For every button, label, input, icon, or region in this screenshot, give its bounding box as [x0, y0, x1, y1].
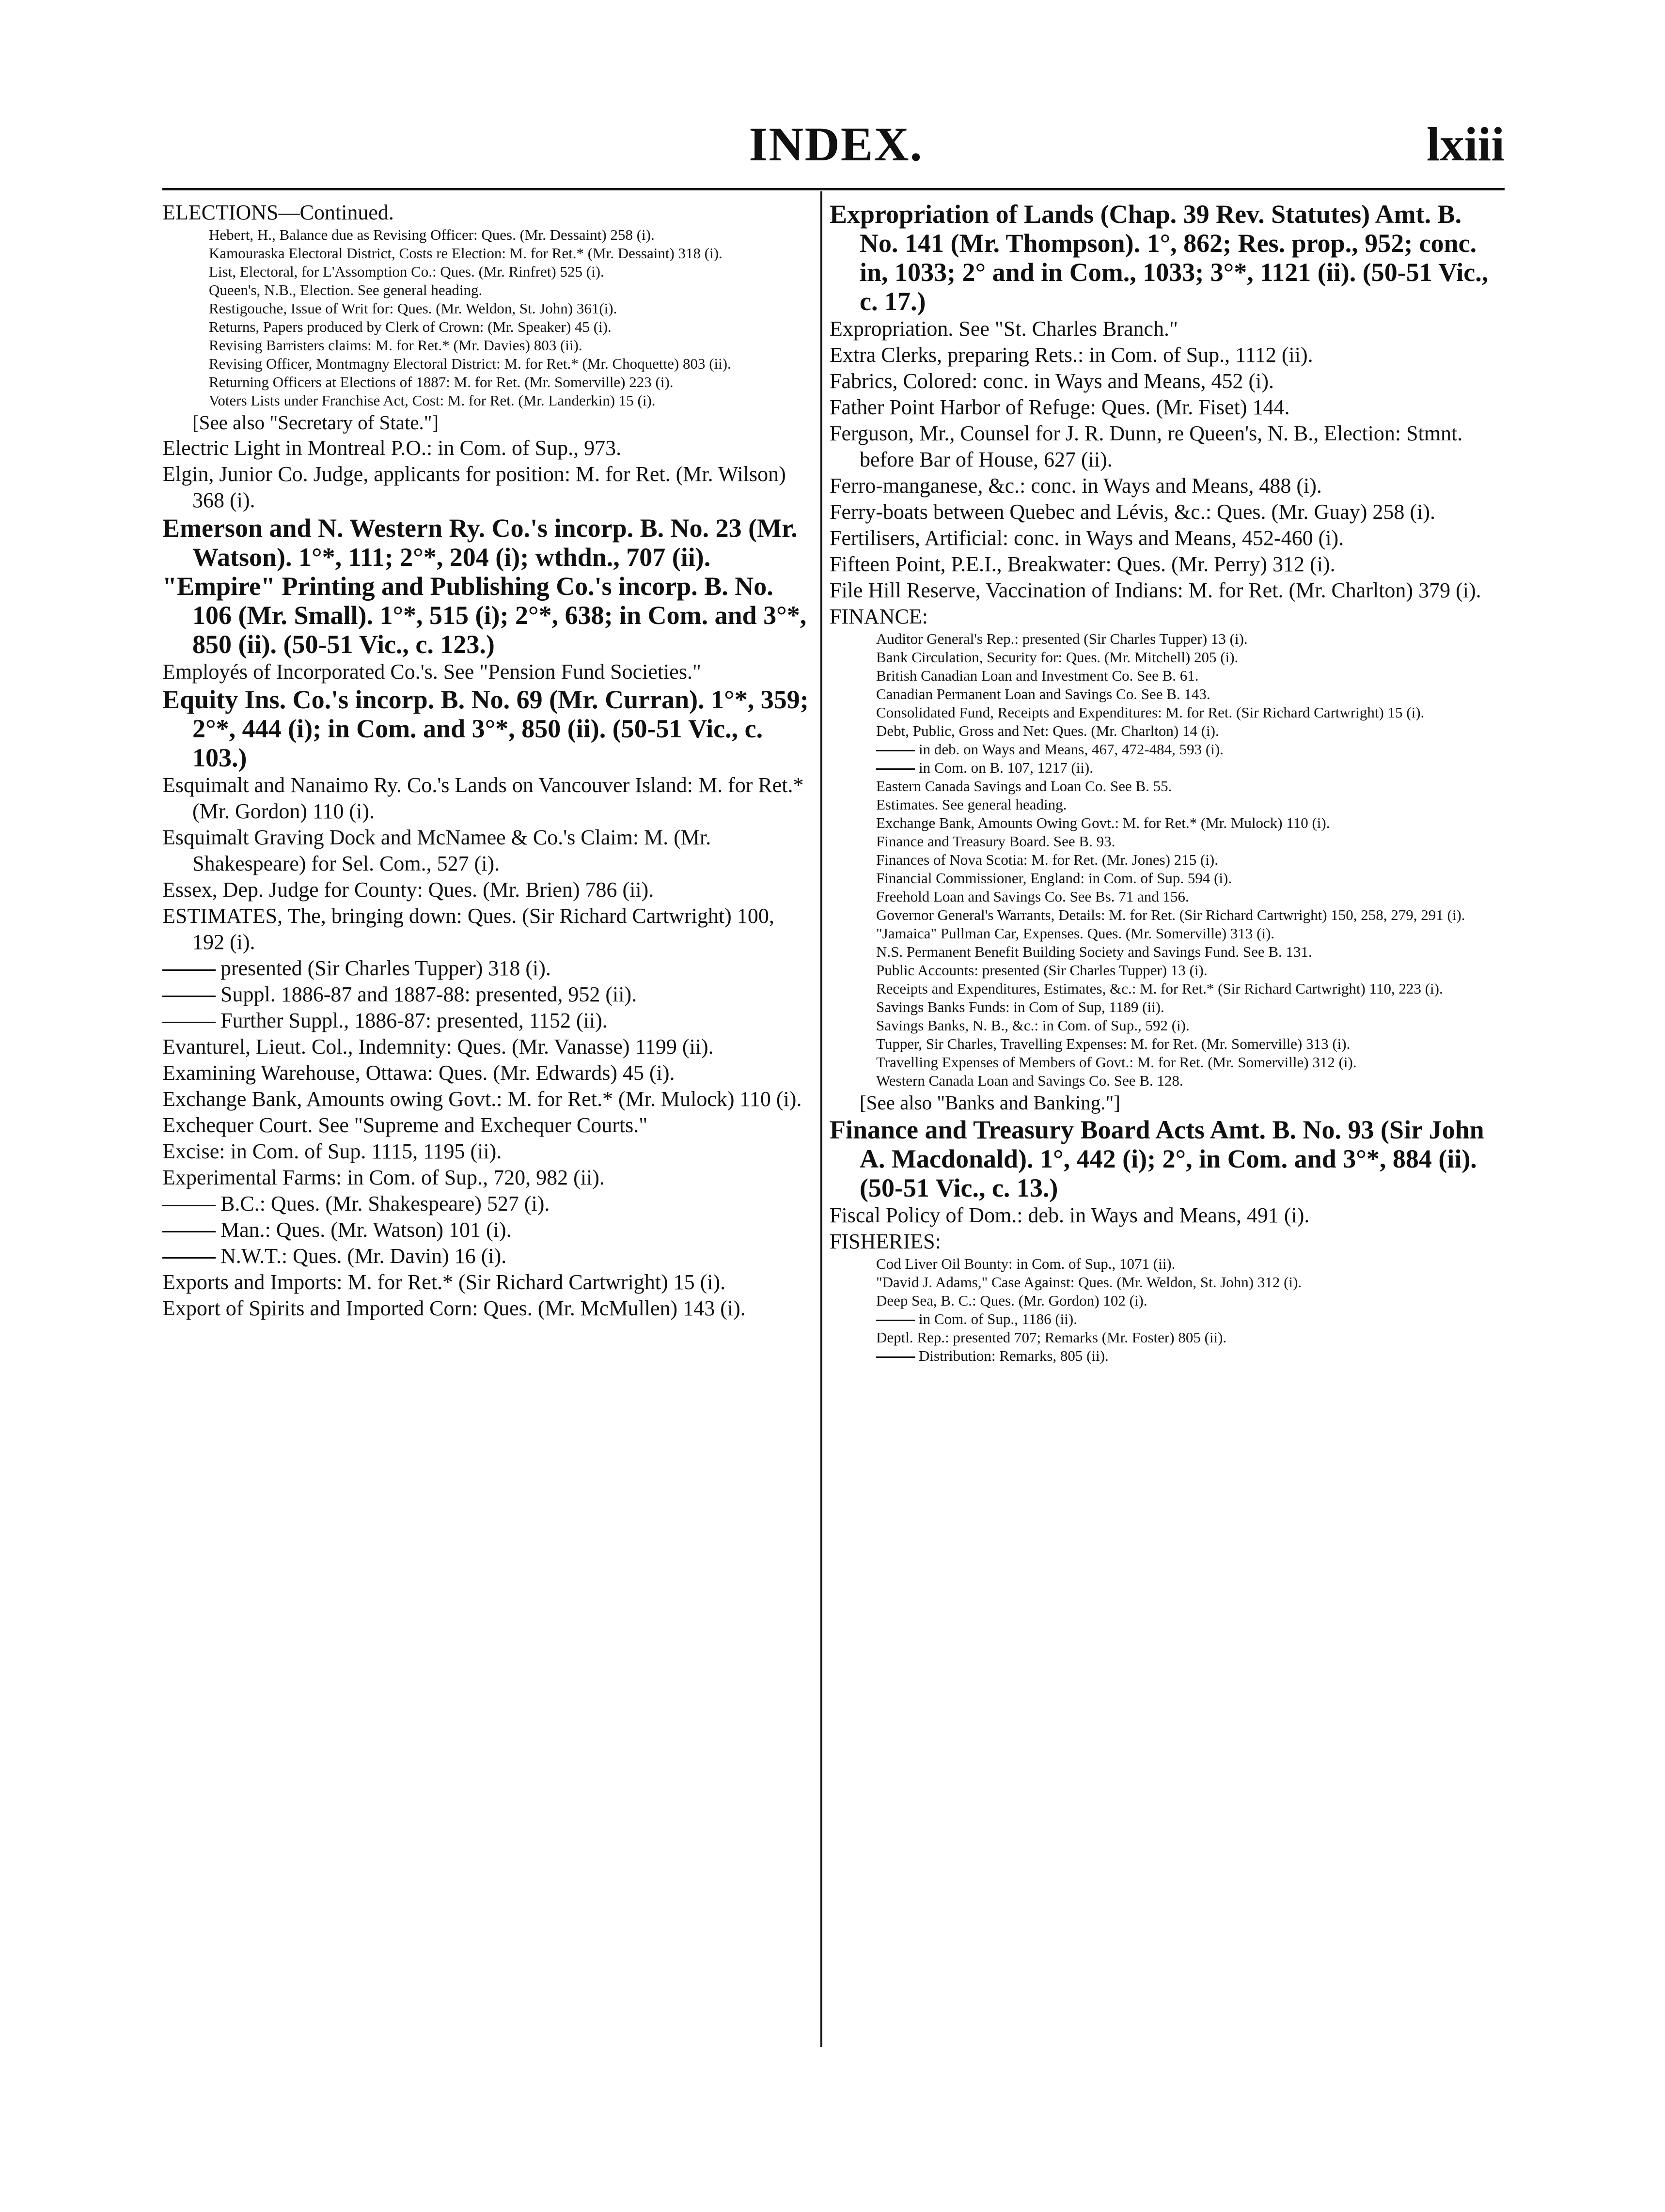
entry-text: Western Canada Loan and Savings Co. See B. 128. — [876, 1072, 1183, 1089]
entry-text: "Empire" Printing and Publishing Co.'s incorp. B. No. 106 (Mr. Small). 1°*, 515 (i); 2°*, 638; in Com. and 3°*, 850 (ii). (50-51 Vic., c. 123.) — [162, 572, 807, 659]
entry-text: Export of Spirits and Imported Corn: Ques. (Mr. McMullen) 143 (i). — [162, 1296, 746, 1320]
index-entry — [830, 473, 1506, 499]
ditto-dash — [162, 969, 216, 971]
entry-text: Financial Commissioner, England: in Com. of Sup. 594 (i). — [876, 870, 1232, 887]
entry-text: Debt, Public, Gross and Net: Ques. (Mr. Charlton) 14 (i). — [876, 722, 1219, 739]
index-entry — [830, 1090, 1506, 1115]
entry-text: presented (Sir Charles Tupper) 318 (i). — [220, 956, 551, 980]
index-entry — [830, 924, 1506, 943]
entry-text: Father Point Harbor of Refuge: Ques. (Mr. Fiset) 144. — [830, 395, 1290, 419]
entry-text: ELECTIONS—Continued. — [162, 201, 394, 224]
index-entry — [830, 316, 1506, 342]
entry-text: Estimates. See general heading. — [876, 796, 1067, 813]
index-entry — [162, 877, 809, 903]
index-entry — [830, 1310, 1506, 1328]
page-title: INDEX. — [749, 117, 923, 171]
index-entry — [162, 1060, 809, 1086]
column-divider — [820, 191, 822, 2047]
index-entry — [830, 577, 1506, 604]
index-entry — [162, 410, 809, 435]
entry-text: Finances of Nova Scotia: M. for Ret. (Mr. Jones) 215 (i). — [876, 851, 1218, 868]
entry-text: "Jamaica" Pullman Car, Expenses. Ques. (Mr. Somerville) 313 (i). — [876, 925, 1275, 942]
entry-text: Man.: Ques. (Mr. Watson) 101 (i). — [220, 1218, 512, 1242]
entry-text: ESTIMATES, The, bringing down: Ques. (Sir Richard Cartwright) 100, 192 (i). — [162, 904, 774, 954]
entry-text: N.W.T.: Ques. (Mr. Davin) 16 (i). — [220, 1244, 507, 1268]
index-entry — [162, 1138, 809, 1165]
index-entry — [162, 299, 809, 318]
index-entry — [162, 572, 809, 659]
entry-text: Hebert, H., Balance due as Revising Officer: Ques. (Mr. Dessaint) 258 (i). — [209, 226, 655, 243]
index-entry — [830, 685, 1506, 703]
entry-text: Fertilisers, Artificial: conc. in Ways and Means, 452-460 (i). — [830, 526, 1344, 550]
index-entry — [830, 551, 1506, 577]
entry-text: Bank Circulation, Security for: Ques. (Mr. Mitchell) 205 (i). — [876, 649, 1239, 666]
section-heading — [162, 200, 809, 226]
ditto-dash — [876, 1356, 915, 1358]
index-entry — [830, 1016, 1506, 1035]
entry-text: Fiscal Policy of Dom.: deb. in Ways and Means, 491 (i). — [830, 1203, 1310, 1227]
entry-text: Auditor General's Rep.: presented (Sir Charles Tupper) 13 (i). — [876, 630, 1248, 647]
entry-text: File Hill Reserve, Vaccination of Indians: M. for Ret. (Mr. Charlton) 379 (i). — [830, 578, 1481, 602]
index-entry — [162, 685, 809, 772]
entry-text: Queen's, N.B., Election. See general heading. — [209, 281, 483, 298]
index-entry — [162, 981, 809, 1008]
index-entry — [162, 659, 809, 685]
entry-text: Cod Liver Oil Bounty: in Com. of Sup., 1071 (ii). — [876, 1255, 1176, 1272]
index-entry — [162, 336, 809, 355]
ditto-dash — [876, 768, 915, 770]
entry-text: Ferro-manganese, &c.: conc. in Ways and Means, 488 (i). — [830, 474, 1322, 498]
index-entry — [830, 1273, 1506, 1292]
index-entry — [162, 772, 809, 825]
entry-text: Examining Warehouse, Ottawa: Ques. (Mr. Edwards) 45 (i). — [162, 1061, 675, 1085]
index-entry — [162, 244, 809, 263]
index-entry — [830, 421, 1506, 473]
index-entry — [830, 998, 1506, 1016]
entry-text: FISHERIES: — [830, 1230, 941, 1253]
index-entry — [162, 391, 809, 410]
page-header — [167, 116, 1505, 189]
entry-text: Excise: in Com. of Sup. 1115, 1195 (ii). — [162, 1139, 502, 1163]
entry-text: Receipts and Expenditures, Estimates, &c.: M. for Ret.* (Sir Richard Cartwright) 110, 223 (i). — [876, 980, 1443, 997]
entry-text: Essex, Dep. Judge for County: Ques. (Mr. Brien) 786 (ii). — [162, 878, 654, 902]
index-entry — [830, 759, 1506, 777]
index-entry — [162, 1295, 809, 1322]
index-entry — [830, 795, 1506, 814]
entry-text: Elgin, Junior Co. Judge, applicants for position: M. for Ret. (Mr. Wilson) 368 (i). — [162, 462, 786, 512]
entry-text: Deptl. Rep.: presented 707; Remarks (Mr. Foster) 805 (ii). — [876, 1329, 1227, 1346]
index-entry — [162, 263, 809, 281]
index-entry — [830, 499, 1506, 525]
entry-text: British Canadian Loan and Investment Co. See B. 61. — [876, 667, 1199, 684]
entry-text: Ferguson, Mr., Counsel for J. R. Dunn, re Queen's, N. B., Election: Stmnt. before Bar of House, 627 (ii). — [830, 421, 1463, 471]
index-entry — [830, 1115, 1506, 1202]
entry-text: Tupper, Sir Charles, Travelling Expenses: M. for Ret. (Mr. Somerville) 313 (i). — [876, 1035, 1351, 1052]
index-entry — [830, 342, 1506, 368]
index-entry — [830, 200, 1506, 316]
index-entry — [830, 1255, 1506, 1273]
index-entry — [162, 435, 809, 461]
entry-text: Fifteen Point, P.E.I., Breakwater: Ques. (Mr. Perry) 312 (i). — [830, 552, 1335, 576]
section-heading — [830, 1229, 1506, 1255]
entry-text: Finance and Treasury Board Acts Amt. B. No. 93 (Sir John A. Macdonald). 1°, 442 (i); 2°, in Com. and 3°*, 884 (ii). (50-51 Vic., c. 13.) — [830, 1115, 1484, 1202]
index-entry — [830, 1292, 1506, 1310]
index-entry — [830, 1072, 1506, 1090]
index-entry — [162, 1112, 809, 1138]
entry-text: Savings Banks, N. B., &c.: in Com. of Sup., 592 (i). — [876, 1017, 1190, 1034]
entry-text: Public Accounts: presented (Sir Charles Tupper) 13 (i). — [876, 962, 1208, 979]
entry-text: Further Suppl., 1886-87: presented, 1152 (ii). — [220, 1009, 608, 1032]
entry-text: in Com. of Sup., 1186 (ii). — [919, 1310, 1077, 1327]
entry-text: Equity Ins. Co.'s incorp. B. No. 69 (Mr. Curran). 1°*, 359; 2°*, 444 (i); in Com. and 3°*, 850 (ii). (50-51 Vic., c. 103.) — [162, 685, 809, 772]
index-entry — [162, 373, 809, 391]
entry-text: Employés of Incorporated Co.'s. See "Pension Fund Societies." — [162, 660, 701, 684]
index-entry — [162, 1034, 809, 1060]
entry-text: Ferry-boats between Quebec and Lévis, &c.: Ques. (Mr. Guay) 258 (i). — [830, 500, 1435, 524]
entry-text: Esquimalt and Nanaimo Ry. Co.'s Lands on Vancouver Island: M. for Ret.* (Mr. Gordon) 110 (i). — [162, 773, 804, 823]
index-entry — [830, 1202, 1506, 1229]
index-entry — [830, 525, 1506, 551]
entry-text: Exports and Imports: M. for Ret.* (Sir Richard Cartwright) 15 (i). — [162, 1270, 726, 1294]
ditto-dash — [876, 750, 915, 751]
section-heading — [830, 604, 1506, 630]
index-entry — [830, 648, 1506, 667]
left-column — [162, 200, 809, 1322]
ditto-dash — [162, 996, 216, 997]
ditto-dash — [162, 1022, 216, 1023]
index-entry — [162, 226, 809, 244]
index-entry — [162, 1191, 809, 1217]
index-entry — [162, 1008, 809, 1034]
index-entry — [162, 1217, 809, 1243]
entry-text: N.S. Permanent Benefit Building Society and Savings Fund. See B. 131. — [876, 943, 1312, 960]
entry-text: Returns, Papers produced by Clerk of Crown: (Mr. Speaker) 45 (i). — [209, 318, 612, 335]
entry-text: Exchange Bank, Amounts Owing Govt.: M. for Ret.* (Mr. Mulock) 110 (i). — [876, 814, 1330, 831]
index-entry — [830, 980, 1506, 998]
index-entry — [830, 906, 1506, 924]
entry-text: Electric Light in Montreal P.O.: in Com. of Sup., 973. — [162, 436, 622, 460]
entry-text: Consolidated Fund, Receipts and Expenditures: M. for Ret. (Sir Richard Cartwright) 15 (i). — [876, 704, 1425, 721]
entry-text: Evanturel, Lieut. Col., Indemnity: Ques. (Mr. Vanasse) 1199 (ii). — [162, 1035, 714, 1059]
entry-text: Freehold Loan and Savings Co. See Bs. 71 and 156. — [876, 888, 1189, 905]
index-entry — [830, 869, 1506, 888]
index-entry — [830, 1035, 1506, 1053]
index-entry — [162, 1086, 809, 1112]
index-entry — [830, 1328, 1506, 1347]
entry-text: Distribution: Remarks, 805 (ii). — [919, 1347, 1109, 1364]
index-entry — [830, 961, 1506, 980]
entry-text: Revising Barristers claims: M. for Ret.* (Mr. Davies) 803 (ii). — [209, 337, 582, 354]
entry-text: Kamouraska Electoral District, Costs re Election: M. for Ret.* (Mr. Dessaint) 318 (i). — [209, 245, 723, 262]
ditto-dash — [162, 1231, 216, 1232]
entry-text: in deb. on Ways and Means, 467, 472-484, 593 (i). — [919, 741, 1224, 758]
entry-text: Extra Clerks, preparing Rets.: in Com. of Sup., 1112 (ii). — [830, 343, 1313, 367]
index-entry — [162, 514, 809, 572]
entry-text: Returning Officers at Elections of 1887: M. for Ret. (Mr. Somerville) 223 (i). — [209, 374, 674, 390]
entry-text: in Com. on B. 107, 1217 (ii). — [919, 759, 1093, 776]
entry-text: Fabrics, Colored: conc. in Ways and Means, 452 (i). — [830, 369, 1274, 393]
index-entry — [830, 630, 1506, 648]
index-entry — [162, 955, 809, 981]
entry-text: Finance and Treasury Board. See B. 93. — [876, 833, 1115, 850]
index-entry — [830, 368, 1506, 394]
index-entry — [830, 943, 1506, 961]
index-entry — [162, 1165, 809, 1191]
entry-text: Experimental Farms: in Com. of Sup., 720, 982 (ii). — [162, 1166, 605, 1189]
entry-text: Travelling Expenses of Members of Govt.: M. for Ret. (Mr. Somerville) 312 (i). — [876, 1054, 1357, 1071]
entry-text: [See also "Banks and Banking."] — [860, 1091, 1120, 1114]
index-entry — [830, 832, 1506, 851]
entry-text: Exchequer Court. See "Supreme and Exchequer Courts." — [162, 1113, 648, 1137]
index-entry — [830, 394, 1506, 421]
index-entry — [830, 777, 1506, 795]
index-entry — [162, 355, 809, 373]
entry-text: Eastern Canada Savings and Loan Co. See B. 55. — [876, 778, 1172, 794]
ditto-dash — [162, 1257, 216, 1259]
ditto-dash — [162, 1205, 216, 1206]
index-entry — [830, 851, 1506, 869]
index-entry — [830, 722, 1506, 740]
entry-text: "David J. Adams," Case Against: Ques. (Mr. Weldon, St. John) 312 (i). — [876, 1274, 1302, 1291]
index-entry — [830, 814, 1506, 832]
entry-text: Deep Sea, B. C.: Ques. (Mr. Gordon) 102 (i). — [876, 1292, 1147, 1309]
entry-text: Governor General's Warrants, Details: M. for Ret. (Sir Richard Cartwright) 150, 258, 279, 291 (i). — [876, 906, 1465, 923]
entry-text: FINANCE: — [830, 605, 928, 628]
index-entry — [830, 1053, 1506, 1072]
index-entry — [830, 888, 1506, 906]
entry-text: Suppl. 1886-87 and 1887-88: presented, 952 (ii). — [220, 982, 637, 1006]
ditto-dash — [876, 1320, 915, 1321]
entry-text: Expropriation. See "St. Charles Branch." — [830, 317, 1178, 341]
entry-text: Voters Lists under Franchise Act, Cost: M. for Ret. (Mr. Landerkin) 15 (i). — [209, 392, 656, 409]
entry-text: [See also "Secretary of State."] — [192, 411, 439, 434]
index-entry — [162, 281, 809, 299]
entry-text: Esquimalt Graving Dock and McNamee & Co.'s Claim: M. (Mr. Shakespeare) for Sel. Com., 527 (i). — [162, 826, 711, 875]
index-entry — [162, 903, 809, 955]
index-entry — [830, 703, 1506, 722]
page-number: lxiii — [1426, 117, 1505, 171]
index-entry — [162, 1269, 809, 1295]
entry-text: Revising Officer, Montmagny Electoral District: M. for Ret.* (Mr. Choquette) 803 (ii). — [209, 355, 731, 372]
entry-text: B.C.: Ques. (Mr. Shakespeare) 527 (i). — [220, 1192, 550, 1215]
index-entry — [162, 318, 809, 336]
index-entry — [830, 667, 1506, 685]
index-entry — [162, 825, 809, 877]
index-entry — [830, 740, 1506, 759]
entry-text: Exchange Bank, Amounts owing Govt.: M. for Ret.* (Mr. Mulock) 110 (i). — [162, 1087, 802, 1111]
index-entry — [162, 461, 809, 514]
entry-text: Expropriation of Lands (Chap. 39 Rev. Statutes) Amt. B. No. 141 (Mr. Thompson). 1°, 862; Res. prop., 952; conc. in, 1033; 2° and in Com., 1033; 3°*, 1121 (ii). (50-51 Vic., c. 17.) — [830, 200, 1489, 316]
header-rule — [162, 188, 1505, 190]
entry-text: Canadian Permanent Loan and Savings Co. See B. 143. — [876, 685, 1210, 702]
index-entry — [830, 1347, 1506, 1365]
entry-text: List, Electoral, for L'Assomption Co.: Ques. (Mr. Rinfret) 525 (i). — [209, 263, 604, 280]
right-column — [830, 200, 1506, 1365]
entry-text: Emerson and N. Western Ry. Co.'s incorp. B. No. 23 (Mr. Watson). 1°*, 111; 2°*, 204 (i); wthdn., 707 (ii). — [162, 514, 798, 572]
entry-text: Savings Banks Funds: in Com of Sup, 1189 (ii). — [876, 998, 1164, 1015]
index-entry — [162, 1243, 809, 1269]
entry-text: Restigouche, Issue of Writ for: Ques. (Mr. Weldon, St. John) 361(i). — [209, 300, 617, 317]
